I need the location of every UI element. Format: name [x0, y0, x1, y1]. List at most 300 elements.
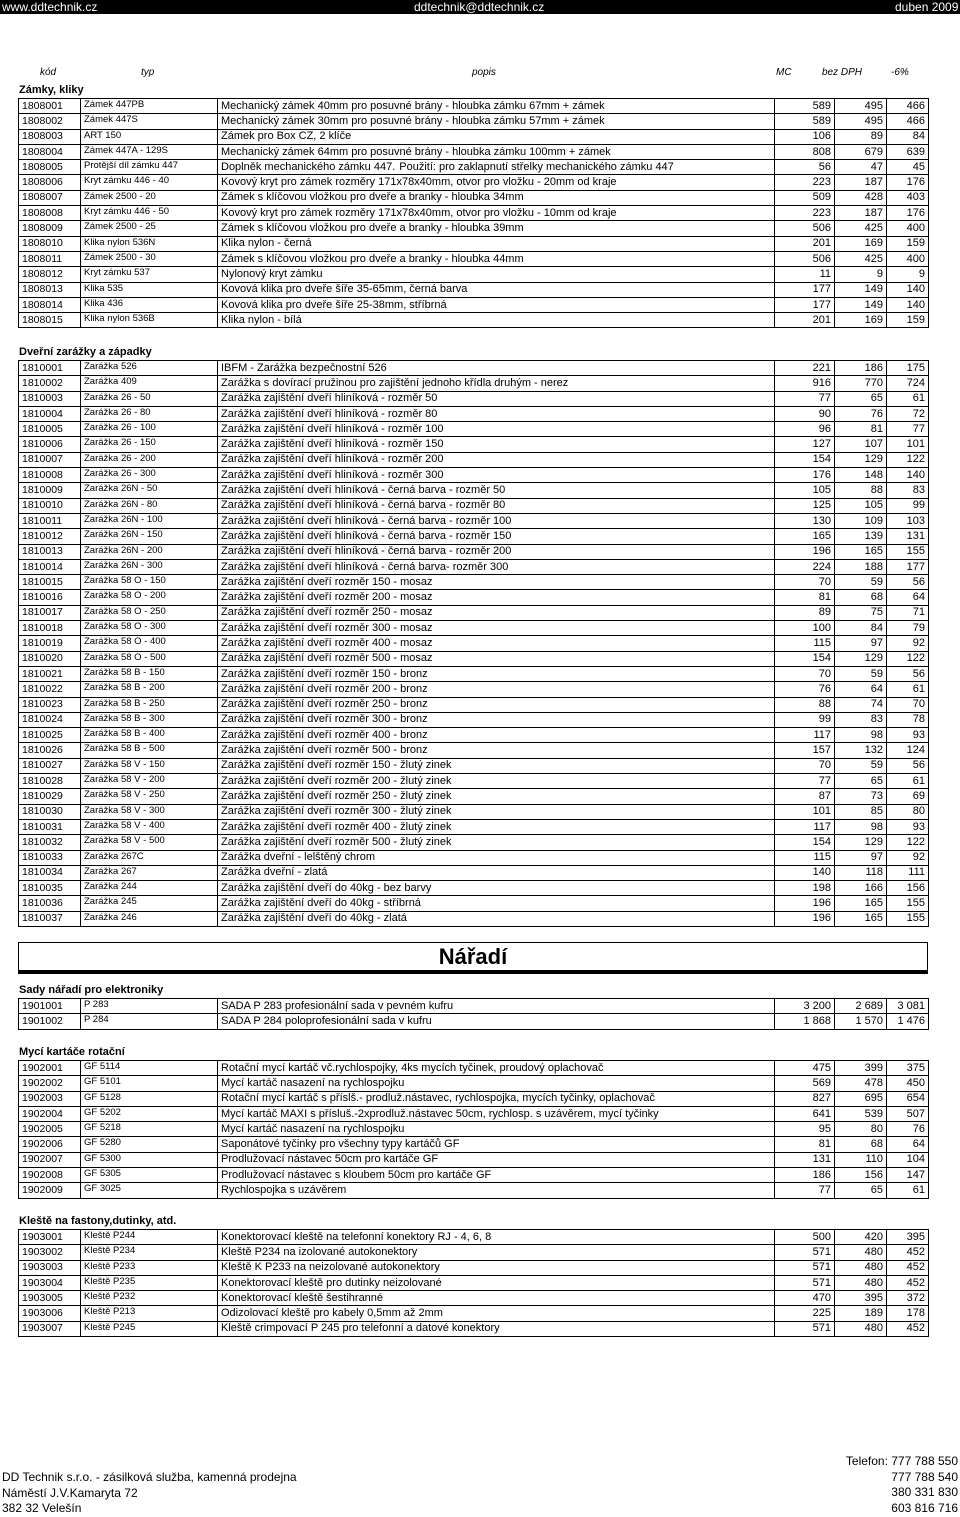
mc-price-cell: 100 — [775, 621, 835, 636]
discount-price-cell: 111 — [887, 865, 929, 880]
discount-price-cell: 71 — [887, 605, 929, 620]
table-row — [19, 160, 929, 175]
mc-price-cell: 589 — [775, 99, 835, 114]
section-title-tools: Nářadí — [18, 942, 928, 974]
code-cell: 1901002 — [19, 1014, 81, 1029]
mc-price-cell: 470 — [775, 1291, 835, 1306]
net-price-cell: 480 — [835, 1260, 887, 1275]
mc-price-cell: 571 — [775, 1245, 835, 1260]
discount-price-cell: 104 — [887, 1152, 929, 1167]
type-cell: Zarážka 58 B - 300 — [81, 712, 218, 727]
net-price-cell: 132 — [835, 743, 887, 758]
code-cell: 1902004 — [19, 1106, 81, 1121]
net-price-cell: 89 — [835, 129, 887, 144]
description-cell: Zámek s klíčovou vložkou pro dveře a branky - hloubka 44mm — [218, 251, 775, 266]
description-cell: Mycí kartáč nasazení na rychlospojku — [218, 1122, 775, 1137]
net-price-cell: 64 — [835, 682, 887, 697]
type-cell: Zarážka 58 O - 400 — [81, 636, 218, 651]
description-cell: Zarážka zajištění dveří rozměr 400 - žlutý zinek — [218, 819, 775, 834]
description-cell: Zarážka zajištění dveří hliníková - černá barva - rozměr 200 — [218, 544, 775, 559]
net-price-cell: 539 — [835, 1106, 887, 1121]
group-title-pliers: Kleště na fastony,dutinky, atd. — [19, 1215, 177, 1227]
mc-price-cell: 154 — [775, 835, 835, 850]
code-cell: 1810010 — [19, 498, 81, 513]
type-cell: Klika nylon 536N — [81, 236, 218, 251]
description-cell: Konektorovací kleště na telefonní konektory RJ - 4, 6, 8 — [218, 1230, 775, 1245]
code-cell: 1810035 — [19, 881, 81, 896]
code-cell: 1902008 — [19, 1168, 81, 1183]
net-price-cell: 188 — [835, 559, 887, 574]
net-price-cell: 85 — [835, 804, 887, 819]
type-cell: Zarážka 26 - 300 — [81, 468, 218, 483]
code-cell: 1903001 — [19, 1230, 81, 1245]
table-row — [19, 129, 929, 144]
mc-price-cell: 117 — [775, 728, 835, 743]
mc-price-cell: 115 — [775, 636, 835, 651]
description-cell: Zarážka zajištění dveří hliníková - rozměr 150 — [218, 437, 775, 452]
description-cell: Mechanický zámek 64mm pro posuvné brány - hloubka zámku 100mm + zámek — [218, 144, 775, 159]
discount-price-cell: 101 — [887, 437, 929, 452]
discount-price-cell: 93 — [887, 819, 929, 834]
table-row — [19, 99, 929, 114]
price-table-brushes — [18, 1060, 929, 1199]
discount-price-cell: 1 476 — [887, 1014, 929, 1029]
description-cell: Mycí kartáč MAXI s přísluš.-2xprodluž.nástavec 50cm, rychlosp. s uzávěrem, mycí tyčinky — [218, 1106, 775, 1121]
description-cell: Kovový kryt pro zámek rozměry 171x78x40mm, otvor pro vložku - 10mm od kraje — [218, 206, 775, 221]
description-cell: Zarážka dveřní - zlatá — [218, 865, 775, 880]
code-cell: 1808011 — [19, 251, 81, 266]
code-cell: 1810021 — [19, 666, 81, 681]
code-cell: 1903007 — [19, 1321, 81, 1336]
table-row — [19, 1230, 929, 1245]
type-cell: GF 5114 — [81, 1061, 218, 1076]
table-row — [19, 758, 929, 773]
table-row — [19, 1321, 929, 1336]
code-cell: 1903005 — [19, 1291, 81, 1306]
column-header-mc: MC — [776, 67, 792, 78]
code-cell: 1808013 — [19, 282, 81, 297]
description-cell: Nylonový kryt zámku — [218, 267, 775, 282]
discount-price-cell: 372 — [887, 1291, 929, 1306]
type-cell: Zarážka 58 V - 250 — [81, 789, 218, 804]
type-cell: P 284 — [81, 1014, 218, 1029]
description-cell: Zarážka zajištění dveří hliníková - rozměr 300 — [218, 468, 775, 483]
code-cell: 1808002 — [19, 114, 81, 129]
type-cell: Zarážka 26N - 80 — [81, 498, 218, 513]
code-cell: 1808014 — [19, 297, 81, 312]
group-title-door-stops: Dveřní zarážky a západky — [19, 346, 152, 358]
type-cell: Protější díl zámku 447 — [81, 160, 218, 175]
discount-price-cell: 452 — [887, 1321, 929, 1336]
code-cell: 1810006 — [19, 437, 81, 452]
code-cell: 1903002 — [19, 1245, 81, 1260]
code-cell: 1810027 — [19, 758, 81, 773]
code-cell: 1903004 — [19, 1275, 81, 1290]
net-price-cell: 169 — [835, 236, 887, 251]
type-cell: Zarážka 26N - 200 — [81, 544, 218, 559]
mc-price-cell: 125 — [775, 498, 835, 513]
code-cell: 1808004 — [19, 144, 81, 159]
table-row — [19, 896, 929, 911]
email-link[interactable]: ddtechnik@ddtechnik.cz — [414, 0, 545, 14]
discount-price-cell: 155 — [887, 544, 929, 559]
description-cell: Kovová klika pro dveře šíře 35-65mm, černá barva — [218, 282, 775, 297]
type-cell: Kryt zámku 446 - 50 — [81, 206, 218, 221]
net-price-cell: 98 — [835, 819, 887, 834]
net-price-cell: 97 — [835, 636, 887, 651]
net-price-cell: 165 — [835, 896, 887, 911]
code-cell: 1902001 — [19, 1061, 81, 1076]
table-row — [19, 789, 929, 804]
discount-price-cell: 56 — [887, 666, 929, 681]
discount-price-cell: 466 — [887, 114, 929, 129]
table-row — [19, 728, 929, 743]
net-price-cell: 105 — [835, 498, 887, 513]
net-price-cell: 59 — [835, 575, 887, 590]
type-cell: P 283 — [81, 999, 218, 1014]
table-row — [19, 1106, 929, 1121]
type-cell: Zarážka 58 O - 200 — [81, 590, 218, 605]
discount-price-cell: 56 — [887, 758, 929, 773]
description-cell: Kleště K P233 na neizolované autokonektory — [218, 1260, 775, 1275]
discount-price-cell: 375 — [887, 1061, 929, 1076]
mc-price-cell: 77 — [775, 774, 835, 789]
discount-price-cell: 131 — [887, 529, 929, 544]
description-cell: Zarážka zajištění dveří hliníková - černá barva - rozměr 50 — [218, 483, 775, 498]
net-price-cell: 65 — [835, 1183, 887, 1198]
code-cell: 1810011 — [19, 513, 81, 528]
table-row — [19, 175, 929, 190]
discount-price-cell: 61 — [887, 1183, 929, 1198]
description-cell: Zarážka zajištění dveří hliníková - černá barva - rozměr 150 — [218, 529, 775, 544]
mc-price-cell: 131 — [775, 1152, 835, 1167]
code-cell: 1810020 — [19, 651, 81, 666]
net-price-cell: 679 — [835, 144, 887, 159]
company-name: DD Technik s.r.o. - zásilková služba, kamenná prodejna — [2, 1470, 297, 1484]
type-cell: Zarážka 58 B - 250 — [81, 697, 218, 712]
mc-price-cell: 11 — [775, 267, 835, 282]
table-row — [19, 361, 929, 376]
mc-price-cell: 115 — [775, 850, 835, 865]
net-price-cell: 478 — [835, 1076, 887, 1091]
net-price-cell: 88 — [835, 483, 887, 498]
type-cell: Zarážka 246 — [81, 911, 218, 926]
mc-price-cell: 571 — [775, 1275, 835, 1290]
code-cell: 1810015 — [19, 575, 81, 590]
code-cell: 1808010 — [19, 236, 81, 251]
description-cell: Zarážka zajištění dveří rozměr 400 - bronz — [218, 728, 775, 743]
description-cell: Zarážka zajištění dveří rozměr 200 - bronz — [218, 682, 775, 697]
code-cell: 1810018 — [19, 621, 81, 636]
code-cell: 1810028 — [19, 774, 81, 789]
description-cell: Zarážka zajištění dveří hliníková - černá barva - rozměr 100 — [218, 513, 775, 528]
description-cell: Zarážka zajištění dveří hliníková - rozměr 200 — [218, 452, 775, 467]
table-row — [19, 743, 929, 758]
mc-price-cell: 571 — [775, 1260, 835, 1275]
group-title-locks: Zámky, kliky — [19, 84, 84, 96]
type-cell: Zarážka 58 V - 150 — [81, 758, 218, 773]
code-cell: 1808015 — [19, 313, 81, 328]
table-row — [19, 1091, 929, 1106]
discount-price-cell: 84 — [887, 129, 929, 144]
table-row — [19, 999, 929, 1014]
price-table-locks — [18, 98, 929, 328]
discount-price-cell: 72 — [887, 406, 929, 421]
footer-contacts — [846, 1454, 958, 1516]
code-cell: 1902006 — [19, 1137, 81, 1152]
code-cell: 1810008 — [19, 468, 81, 483]
table-row — [19, 1014, 929, 1029]
price-table-tool-sets — [18, 998, 929, 1030]
type-cell: GF 5101 — [81, 1076, 218, 1091]
top-bar — [0, 0, 960, 14]
description-cell: Zarážka zajištění dveří rozměr 250 - mosaz — [218, 605, 775, 620]
discount-price-cell: 45 — [887, 160, 929, 175]
discount-price-cell: 400 — [887, 221, 929, 236]
description-cell: Zarážka zajištění dveří rozměr 200 - žlutý zinek — [218, 774, 775, 789]
net-price-cell: 189 — [835, 1306, 887, 1321]
net-price-cell: 495 — [835, 99, 887, 114]
type-cell: Kleště P234 — [81, 1245, 218, 1260]
table-row — [19, 590, 929, 605]
net-price-cell: 59 — [835, 666, 887, 681]
mc-price-cell: 201 — [775, 236, 835, 251]
discount-price-cell: 140 — [887, 468, 929, 483]
discount-price-cell: 452 — [887, 1245, 929, 1260]
mc-price-cell: 81 — [775, 590, 835, 605]
column-header-description: popis — [472, 67, 496, 78]
phone-secondary: 777 788 540 — [891, 1469, 958, 1484]
column-header-discount: -6% — [891, 67, 909, 78]
type-cell: Zarážka 245 — [81, 896, 218, 911]
mc-price-cell: 106 — [775, 129, 835, 144]
discount-price-cell: 92 — [887, 850, 929, 865]
type-cell: Zarážka 58 V - 300 — [81, 804, 218, 819]
description-cell: Klika nylon - černá — [218, 236, 775, 251]
mc-price-cell: 221 — [775, 361, 835, 376]
mc-price-cell: 916 — [775, 376, 835, 391]
net-price-cell: 149 — [835, 297, 887, 312]
table-row — [19, 1061, 929, 1076]
mc-price-cell: 130 — [775, 513, 835, 528]
net-price-cell: 495 — [835, 114, 887, 129]
description-cell: Zarážka zajištění dveří hliníková - rozměr 50 — [218, 391, 775, 406]
code-cell: 1808009 — [19, 221, 81, 236]
price-table-door-stops — [18, 360, 929, 927]
description-cell: SADA P 283 profesionální sada v pevném kufru — [218, 999, 775, 1014]
type-cell: Zarážka 58 B - 400 — [81, 728, 218, 743]
type-cell: Klika 436 — [81, 297, 218, 312]
code-cell: 1903006 — [19, 1306, 81, 1321]
description-cell: Zarážka zajištění dveří rozměr 150 - bronz — [218, 666, 775, 681]
usage-note: Použití: pro zaklapnutí střelky mechanického zámku 447 — [399, 160, 674, 173]
code-cell: 1810012 — [19, 529, 81, 544]
type-cell: Zámek 447PB — [81, 99, 218, 114]
discount-price-cell: 70 — [887, 697, 929, 712]
table-row — [19, 1122, 929, 1137]
discount-price-cell: 140 — [887, 282, 929, 297]
discount-price-cell: 400 — [887, 251, 929, 266]
type-cell: Zarážka 409 — [81, 376, 218, 391]
code-cell: 1810032 — [19, 835, 81, 850]
net-price-cell: 68 — [835, 590, 887, 605]
table-row — [19, 651, 929, 666]
mc-price-cell: 198 — [775, 881, 835, 896]
code-cell: 1902007 — [19, 1152, 81, 1167]
mc-price-cell: 81 — [775, 1137, 835, 1152]
mc-price-cell: 177 — [775, 282, 835, 297]
phone-primary: Telefon: 777 788 550 — [845, 1454, 958, 1468]
description-cell: Rotační mycí kartáč s příslš.- prodluž.nástavec, rychlospojka, mycích tyčinky, oplachovač — [218, 1091, 775, 1106]
description-cell: Prodlužovací nástavec s kloubem 50cm pro kartáče GF — [218, 1168, 775, 1183]
description-cell: Mechanický zámek 30mm pro posuvné brány - hloubka zámku 57mm + zámek — [218, 114, 775, 129]
description-cell: Zarážka dveřní - lelštěný chrom — [218, 850, 775, 865]
type-cell: Zarážka 26 - 50 — [81, 391, 218, 406]
discount-price-cell: 654 — [887, 1091, 929, 1106]
mc-price-cell: 196 — [775, 911, 835, 926]
mc-price-cell: 88 — [775, 697, 835, 712]
description-cell: Zarážka zajištění dveří do 40kg - bez barvy — [218, 881, 775, 896]
type-cell: Zarážka 26 - 100 — [81, 422, 218, 437]
net-price-cell: 75 — [835, 605, 887, 620]
net-price-cell: 73 — [835, 789, 887, 804]
mc-price-cell: 70 — [775, 758, 835, 773]
mc-price-cell: 157 — [775, 743, 835, 758]
net-price-cell: 129 — [835, 651, 887, 666]
type-cell: Zarážka 58 V - 400 — [81, 819, 218, 834]
table-row — [19, 1275, 929, 1290]
table-row — [19, 483, 929, 498]
net-price-cell: 84 — [835, 621, 887, 636]
description-cell: Zarážka zajištění dveří rozměr 500 - bronz — [218, 743, 775, 758]
description-cell: Zarážka zajištění dveří rozměr 200 - mosaz — [218, 590, 775, 605]
mc-price-cell: 105 — [775, 483, 835, 498]
discount-price-cell: 78 — [887, 712, 929, 727]
footer-address — [2, 1470, 297, 1517]
code-cell: 1808008 — [19, 206, 81, 221]
description-cell: Zarážka zajištění dveří rozměr 300 - mosaz — [218, 621, 775, 636]
discount-price-cell: 61 — [887, 774, 929, 789]
description-cell: Kovový kryt pro zámek rozměry 171x78x40mm, otvor pro vložku - 20mm od kraje — [218, 175, 775, 190]
mc-price-cell: 140 — [775, 865, 835, 880]
table-row — [19, 452, 929, 467]
group-title-tool-sets: Sady nářadí pro elektroniky — [19, 984, 164, 996]
description-cell: Zarážka s dovírací pružinou pro zajištění jednoho křídla druhým - nerez — [218, 376, 775, 391]
net-price-cell: 165 — [835, 911, 887, 926]
type-cell: Kryt zámku 537 — [81, 267, 218, 282]
discount-price-cell: 159 — [887, 313, 929, 328]
net-price-cell: 1 570 — [835, 1014, 887, 1029]
description-cell: Klika nylon - bílá — [218, 313, 775, 328]
description-cell: Zarážka zajištění dveří hliníková - rozměr 80 — [218, 406, 775, 421]
mc-price-cell: 201 — [775, 313, 835, 328]
table-row — [19, 251, 929, 266]
type-cell: Klika 535 — [81, 282, 218, 297]
discount-price-cell: 64 — [887, 1137, 929, 1152]
description-cell: Konektorovací kleště pro dutinky neizolované — [218, 1275, 775, 1290]
type-cell: Zarážka 58 B - 200 — [81, 682, 218, 697]
table-row — [19, 835, 929, 850]
type-cell: Kleště P235 — [81, 1275, 218, 1290]
discount-price-cell: 452 — [887, 1260, 929, 1275]
net-price-cell: 76 — [835, 406, 887, 421]
mc-price-cell: 99 — [775, 712, 835, 727]
discount-price-cell: 61 — [887, 682, 929, 697]
net-price-cell: 110 — [835, 1152, 887, 1167]
net-price-cell: 166 — [835, 881, 887, 896]
mc-price-cell: 77 — [775, 391, 835, 406]
mc-price-cell: 96 — [775, 422, 835, 437]
net-price-cell: 139 — [835, 529, 887, 544]
type-cell: Zarážka 58 V - 200 — [81, 774, 218, 789]
mc-price-cell: 1 868 — [775, 1014, 835, 1029]
type-cell: GF 5128 — [81, 1091, 218, 1106]
discount-price-cell: 122 — [887, 835, 929, 850]
net-price-cell: 187 — [835, 206, 887, 221]
discount-price-cell: 77 — [887, 422, 929, 437]
mc-price-cell: 87 — [775, 789, 835, 804]
net-price-cell: 109 — [835, 513, 887, 528]
type-cell: Zarážka 58 O - 150 — [81, 575, 218, 590]
table-row — [19, 605, 929, 620]
net-price-cell: 148 — [835, 468, 887, 483]
table-row — [19, 422, 929, 437]
code-cell: 1810036 — [19, 896, 81, 911]
net-price-cell: 395 — [835, 1291, 887, 1306]
discount-price-cell: 61 — [887, 391, 929, 406]
type-cell: Zarážka 58 B - 150 — [81, 666, 218, 681]
type-cell: Zarážka 58 O - 500 — [81, 651, 218, 666]
type-cell: GF 5202 — [81, 1106, 218, 1121]
net-price-cell: 187 — [835, 175, 887, 190]
description-cell: Zarážka zajištění dveří do 40kg - zlatá — [218, 911, 775, 926]
discount-price-cell: 122 — [887, 452, 929, 467]
net-price-cell: 428 — [835, 190, 887, 205]
mc-price-cell: 506 — [775, 221, 835, 236]
type-cell: Kleště P213 — [81, 1306, 218, 1321]
description-cell: Zarážka zajištění dveří hliníková - rozměr 100 — [218, 422, 775, 437]
description-cell: Zarážka zajištění dveří hliníková - černá barva - rozměr 80 — [218, 498, 775, 513]
net-price-cell: 156 — [835, 1168, 887, 1183]
description-cell: Zarážka zajištění dveří rozměr 400 - mosaz — [218, 636, 775, 651]
website-link[interactable]: www.ddtechnik.cz — [2, 0, 98, 14]
code-cell: 1903003 — [19, 1260, 81, 1275]
table-row — [19, 1152, 929, 1167]
type-cell: Zarážka 26N - 300 — [81, 559, 218, 574]
description-cell: Zarážka zajištění dveří rozměr 300 - bronz — [218, 712, 775, 727]
table-row — [19, 391, 929, 406]
mc-price-cell: 117 — [775, 819, 835, 834]
net-price-cell: 420 — [835, 1230, 887, 1245]
code-cell: 1810029 — [19, 789, 81, 804]
net-price-cell: 80 — [835, 1122, 887, 1137]
type-cell: GF 3025 — [81, 1183, 218, 1198]
table-row — [19, 682, 929, 697]
net-price-cell: 165 — [835, 544, 887, 559]
net-price-cell: 770 — [835, 376, 887, 391]
mc-price-cell: 569 — [775, 1076, 835, 1091]
discount-price-cell: 124 — [887, 743, 929, 758]
code-cell: 1810022 — [19, 682, 81, 697]
type-cell: Kleště P232 — [81, 1291, 218, 1306]
type-cell: Zarážka 26 - 200 — [81, 452, 218, 467]
type-cell: Zarážka 26N - 100 — [81, 513, 218, 528]
net-price-cell: 68 — [835, 1137, 887, 1152]
net-price-cell: 425 — [835, 221, 887, 236]
discount-price-cell: 639 — [887, 144, 929, 159]
description-cell: Zarážka zajištění dveří rozměr 150 - žlutý zinek — [218, 758, 775, 773]
mc-price-cell: 70 — [775, 666, 835, 681]
